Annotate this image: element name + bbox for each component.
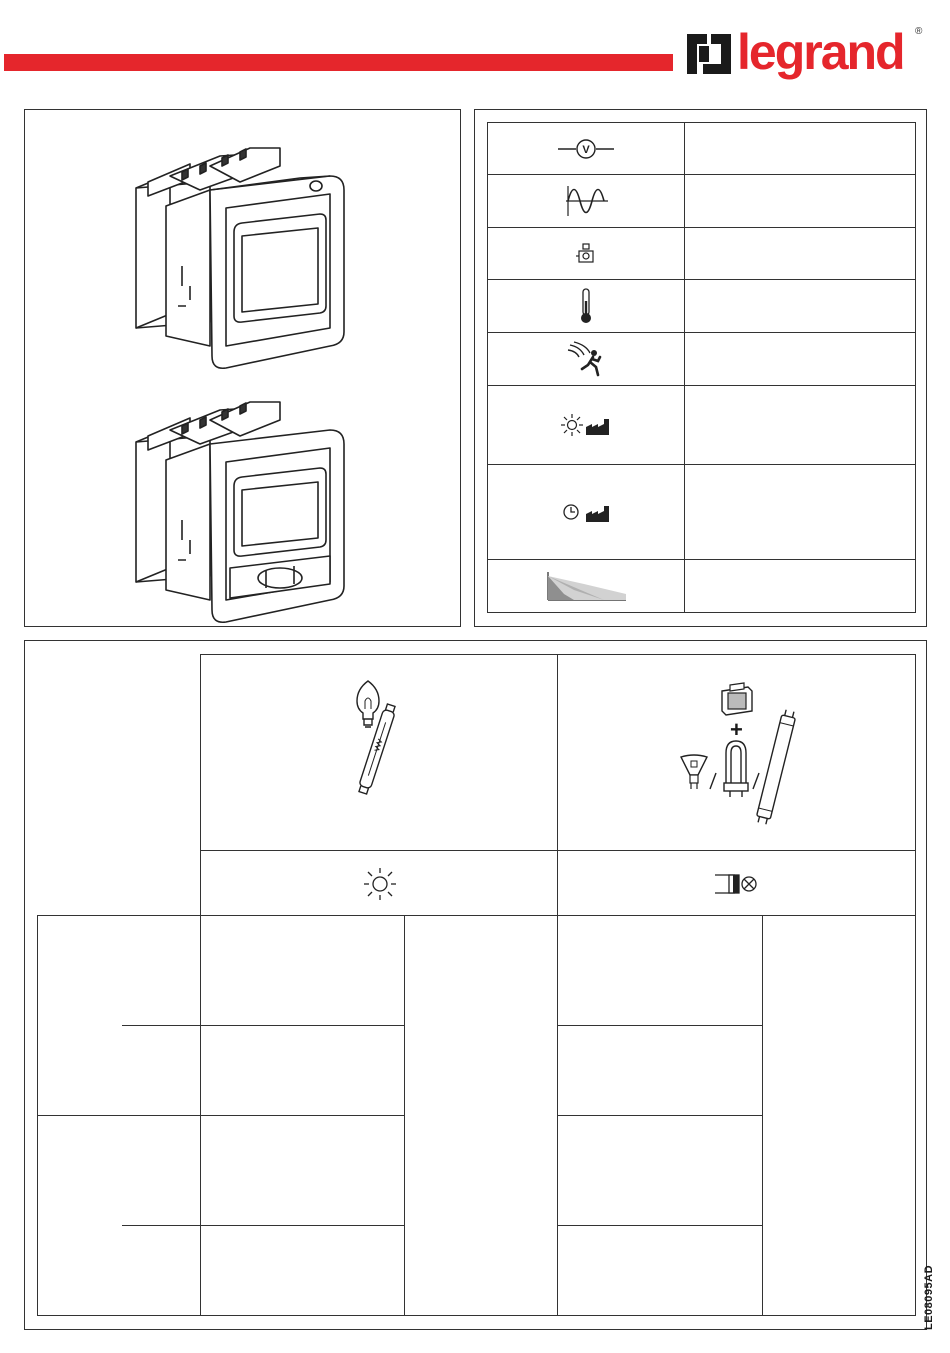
ballast-lamp-symbol-icon	[713, 872, 763, 896]
grid-line	[37, 915, 916, 916]
motion-detection-icon	[566, 341, 606, 377]
load-col1-symbol	[200, 850, 558, 916]
motion-detector-module-with-lens-icon	[130, 400, 370, 630]
spec-row-timer	[487, 464, 916, 560]
product-drawing-panel	[24, 109, 461, 627]
ac-frequency-icon	[562, 184, 610, 218]
temperature-icon	[578, 287, 594, 325]
grid-line	[557, 1225, 763, 1226]
terminal-capacity-icon	[574, 242, 598, 266]
load-col2-symbol	[557, 850, 916, 916]
registered-mark: ®	[915, 26, 923, 37]
brand-name: legrand	[737, 24, 904, 80]
svg-text:V: V	[582, 143, 590, 156]
grid-line	[557, 1115, 763, 1116]
document-code: LE08095AD	[923, 1264, 935, 1330]
slash-separator-icon	[708, 771, 718, 791]
spec-row-range	[487, 559, 916, 613]
spec-row-motion	[487, 332, 916, 386]
spec-row-lux	[487, 385, 916, 465]
load-col1-illustration	[200, 654, 558, 851]
grid-line	[122, 1025, 405, 1026]
spec-row-voltage	[487, 122, 916, 175]
grid-line	[122, 1225, 405, 1226]
fluorescent-tube-icon	[751, 707, 801, 827]
motion-detector-module-icon	[130, 146, 370, 376]
spec-row-terminal	[487, 227, 916, 280]
halogen-reflector-lamp-icon	[679, 753, 709, 793]
compact-fluorescent-lamp-icon	[722, 739, 750, 799]
spec-row-temperature	[487, 279, 916, 333]
lux-setting-icon	[561, 413, 611, 437]
header-red-bar	[4, 54, 673, 71]
grid-line	[915, 915, 916, 1316]
halogen-tube-icon	[357, 699, 397, 799]
voltage-icon	[556, 137, 616, 161]
detection-range-icon	[544, 570, 628, 602]
grid-line	[37, 1315, 916, 1316]
timer-setting-icon	[561, 500, 611, 524]
plus-sign: +	[730, 717, 743, 742]
load-col2-illustration	[557, 654, 916, 851]
lamp-symbol-icon	[362, 866, 398, 902]
grid-line	[37, 1115, 405, 1116]
legrand-logo-mark-icon	[685, 30, 733, 78]
grid-line	[557, 1025, 763, 1026]
legrand-logo	[683, 24, 945, 88]
spec-row-frequency	[487, 174, 916, 228]
